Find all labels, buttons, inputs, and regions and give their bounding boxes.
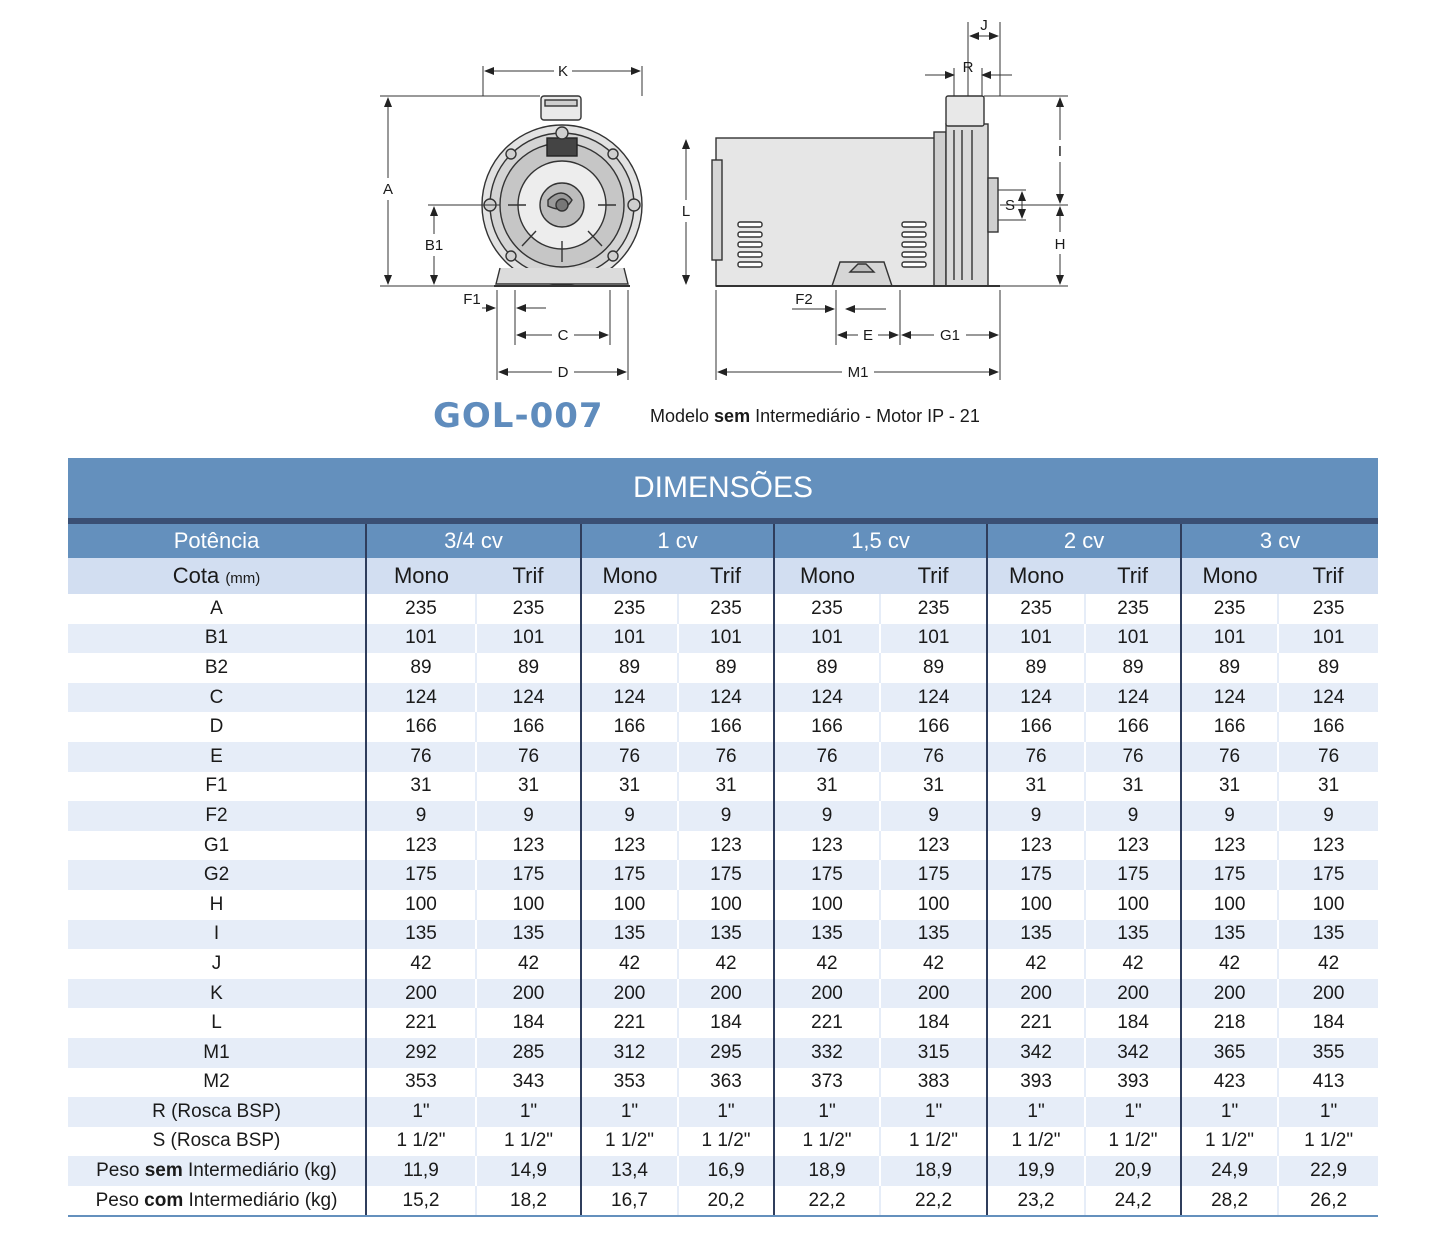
- trif-header: Trif: [1085, 558, 1181, 594]
- table-cell: 124: [774, 683, 880, 713]
- table-cell: 23,2: [987, 1186, 1085, 1217]
- table-cell: 355: [1278, 1038, 1378, 1068]
- table-row: [68, 860, 1378, 890]
- table-cell: 200: [774, 979, 880, 1009]
- mono-header: Mono: [774, 558, 880, 594]
- table-row: [68, 1127, 1378, 1157]
- table-cell: 135: [987, 920, 1085, 950]
- table-cell: 76: [476, 742, 581, 772]
- table-cell: 124: [1181, 683, 1278, 713]
- table-cell: 235: [366, 594, 476, 624]
- table-cell: 1 1/2": [581, 1127, 678, 1157]
- table-cell: 1": [1085, 1097, 1181, 1127]
- table-cell: 175: [987, 860, 1085, 890]
- table-cell: 101: [1181, 624, 1278, 654]
- table-cell: 221: [774, 1008, 880, 1038]
- table-cell: 89: [774, 653, 880, 683]
- cota-label: Cota (mm): [68, 558, 366, 594]
- table-cell: 100: [774, 890, 880, 920]
- table-cell: 42: [678, 949, 774, 979]
- table-cell: 31: [476, 772, 581, 802]
- table-cell: 166: [581, 712, 678, 742]
- dim-label-s: S: [1004, 197, 1016, 214]
- table-row: [68, 1038, 1378, 1068]
- table-cell: 42: [476, 949, 581, 979]
- table-cell: 123: [880, 831, 987, 861]
- table-cell: 184: [678, 1008, 774, 1038]
- table-cell: 166: [1278, 712, 1378, 742]
- table-cell: 9: [581, 801, 678, 831]
- table-cell: 101: [366, 624, 476, 654]
- table-cell: 200: [581, 979, 678, 1009]
- table-cell: 42: [1085, 949, 1181, 979]
- row-label: I: [68, 920, 366, 950]
- power-header: 1 cv: [581, 524, 774, 558]
- table-cell: 200: [366, 979, 476, 1009]
- table-cell: 200: [880, 979, 987, 1009]
- table-cell: 221: [581, 1008, 678, 1038]
- trif-header: Trif: [476, 558, 581, 594]
- table-cell: 76: [987, 742, 1085, 772]
- table-cell: 1 1/2": [366, 1127, 476, 1157]
- table-cell: 100: [880, 890, 987, 920]
- table-row: [68, 890, 1378, 920]
- power-header: 2 cv: [987, 524, 1181, 558]
- table-cell: 42: [1278, 949, 1378, 979]
- row-label: Peso com Intermediário (kg): [68, 1186, 366, 1217]
- mono-header: Mono: [1181, 558, 1278, 594]
- dim-label-e: E: [862, 327, 874, 344]
- table-cell: 166: [987, 712, 1085, 742]
- table-cell: 175: [366, 860, 476, 890]
- table-cell: 42: [1181, 949, 1278, 979]
- table-cell: 1 1/2": [1181, 1127, 1278, 1157]
- dim-label-i: I: [1057, 143, 1063, 160]
- table-cell: 100: [1278, 890, 1378, 920]
- dim-label-k: K: [557, 63, 569, 80]
- table-cell: 42: [774, 949, 880, 979]
- table-cell: 101: [678, 624, 774, 654]
- table-cell: 31: [880, 772, 987, 802]
- dim-label-j: J: [980, 17, 988, 34]
- table-cell: 123: [774, 831, 880, 861]
- table-cell: 413: [1278, 1068, 1378, 1098]
- table-cell: 89: [987, 653, 1085, 683]
- table-row: [68, 1156, 1378, 1186]
- table-cell: 175: [880, 860, 987, 890]
- table-cell: 31: [366, 772, 476, 802]
- table-cell: 235: [678, 594, 774, 624]
- model-title-row: [0, 396, 1440, 440]
- front-view-pump: [482, 96, 642, 286]
- table-cell: 124: [678, 683, 774, 713]
- table-cell: 42: [366, 949, 476, 979]
- table-cell: 135: [1085, 920, 1181, 950]
- table-cell: 101: [880, 624, 987, 654]
- table-cell: 124: [1278, 683, 1378, 713]
- row-label: F1: [205, 775, 228, 797]
- table-cell: 200: [476, 979, 581, 1009]
- table-cell: 184: [1278, 1008, 1378, 1038]
- table-row: [68, 712, 1378, 742]
- table-cell: 124: [476, 683, 581, 713]
- table-cell: 166: [1181, 712, 1278, 742]
- table-cell: 16,7: [581, 1186, 678, 1217]
- power-header: 1,5 cv: [774, 524, 987, 558]
- table-cell: 123: [1085, 831, 1181, 861]
- side-view-pump: [712, 96, 1000, 286]
- table-cell: 1": [987, 1097, 1085, 1127]
- table-cell: 175: [581, 860, 678, 890]
- trif-header: Trif: [678, 558, 774, 594]
- table-cell: 124: [581, 683, 678, 713]
- table-cell: 100: [987, 890, 1085, 920]
- table-row: [68, 1068, 1378, 1098]
- technical-drawing: [0, 0, 1440, 400]
- table-cell: 175: [476, 860, 581, 890]
- table-cell: 101: [774, 624, 880, 654]
- table-cell: 42: [880, 949, 987, 979]
- table-cell: 221: [366, 1008, 476, 1038]
- table-body: [68, 594, 1378, 1216]
- row-label: H: [209, 893, 224, 915]
- table-cell: 135: [1181, 920, 1278, 950]
- row-label: A: [210, 597, 223, 619]
- table-cell: 89: [1085, 653, 1181, 683]
- table-cell: 235: [880, 594, 987, 624]
- table-cell: 76: [1278, 742, 1378, 772]
- table-cell: 1 1/2": [476, 1127, 581, 1157]
- table-cell: 89: [366, 653, 476, 683]
- row-label: B1: [68, 624, 366, 654]
- row-label: F2: [68, 801, 366, 831]
- table-cell: 31: [678, 772, 774, 802]
- dim-label-l: L: [681, 203, 691, 220]
- table-cell: 24,9: [1181, 1156, 1278, 1186]
- dim-label-r: R: [962, 59, 974, 76]
- power-header-row: [68, 524, 1378, 558]
- table-cell: 292: [366, 1038, 476, 1068]
- table-row: [68, 1186, 1378, 1217]
- dim-label-c: C: [557, 327, 569, 344]
- table-cell: 135: [1278, 920, 1378, 950]
- table-cell: 20,2: [678, 1186, 774, 1217]
- row-label: Peso sem Intermediário (kg): [68, 1156, 366, 1186]
- row-label: G2: [68, 860, 366, 890]
- table-cell: 363: [678, 1068, 774, 1098]
- table-cell: 166: [774, 712, 880, 742]
- table-cell: 175: [678, 860, 774, 890]
- table-cell: 135: [880, 920, 987, 950]
- row-label: G1: [203, 834, 230, 856]
- table-cell: 18,9: [774, 1156, 880, 1186]
- table-cell: 1 1/2": [1278, 1127, 1378, 1157]
- table-cell: 1": [678, 1097, 774, 1127]
- row-label: B2: [204, 656, 229, 678]
- table-cell: 31: [1085, 772, 1181, 802]
- table-cell: 166: [1085, 712, 1181, 742]
- table-cell: 166: [366, 712, 476, 742]
- table-cell: 9: [678, 801, 774, 831]
- table-row: [68, 683, 1378, 713]
- table-cell: 124: [987, 683, 1085, 713]
- table-cell: 26,2: [1278, 1186, 1378, 1217]
- table-cell: 235: [476, 594, 581, 624]
- table-cell: 22,2: [880, 1186, 987, 1217]
- table-cell: 18,9: [880, 1156, 987, 1186]
- table-cell: 9: [1085, 801, 1181, 831]
- table-cell: 101: [581, 624, 678, 654]
- table-cell: 18,2: [476, 1186, 581, 1217]
- table-cell: 123: [987, 831, 1085, 861]
- table-cell: 235: [1181, 594, 1278, 624]
- table-cell: 135: [476, 920, 581, 950]
- table-row: [68, 949, 1378, 979]
- table-cell: 218: [1181, 1008, 1278, 1038]
- table-cell: 235: [1085, 594, 1181, 624]
- table-cell: 22,9: [1278, 1156, 1378, 1186]
- table-cell: 124: [1085, 683, 1181, 713]
- table-cell: 1": [366, 1097, 476, 1127]
- mono-header: Mono: [366, 558, 476, 594]
- table-cell: 1 1/2": [880, 1127, 987, 1157]
- table-cell: 124: [366, 683, 476, 713]
- table-cell: 22,2: [774, 1186, 880, 1217]
- table-cell: 200: [1278, 979, 1378, 1009]
- table-cell: 76: [1181, 742, 1278, 772]
- mono-header: Mono: [987, 558, 1085, 594]
- table-cell: 1": [476, 1097, 581, 1127]
- table-row: [68, 594, 1378, 624]
- table-cell: 9: [774, 801, 880, 831]
- table-cell: 31: [774, 772, 880, 802]
- power-header: 3 cv: [1181, 524, 1378, 558]
- table-cell: 175: [1278, 860, 1378, 890]
- table-row: [68, 979, 1378, 1009]
- table-cell: 315: [880, 1038, 987, 1068]
- table-row: [68, 1008, 1378, 1038]
- table-title: DIMENSÕES: [68, 458, 1378, 524]
- table-cell: 383: [880, 1068, 987, 1098]
- table-cell: 1 1/2": [678, 1127, 774, 1157]
- trif-header: Trif: [880, 558, 987, 594]
- model-description: Modelo sem Intermediário - Motor IP - 21: [650, 406, 980, 426]
- table-cell: 24,2: [1085, 1186, 1181, 1217]
- table-cell: 235: [774, 594, 880, 624]
- table-cell: 184: [476, 1008, 581, 1038]
- table-cell: 89: [880, 653, 987, 683]
- table-row: [68, 1097, 1378, 1127]
- table-cell: 235: [581, 594, 678, 624]
- table-cell: 393: [1085, 1068, 1181, 1098]
- table-cell: 175: [1181, 860, 1278, 890]
- row-label: M2: [203, 1071, 230, 1093]
- dim-label-f1: F1: [463, 291, 481, 308]
- table-cell: 135: [678, 920, 774, 950]
- dim-label-m1: M1: [847, 364, 869, 381]
- model-name: GOL-007: [433, 396, 604, 436]
- row-label: C: [68, 683, 366, 713]
- row-label: E: [68, 742, 366, 772]
- table-cell: 175: [774, 860, 880, 890]
- table-cell: 14,9: [476, 1156, 581, 1186]
- table-cell: 135: [774, 920, 880, 950]
- table-cell: 89: [1278, 653, 1378, 683]
- table-cell: 200: [1181, 979, 1278, 1009]
- table-cell: 200: [987, 979, 1085, 1009]
- table-cell: 101: [987, 624, 1085, 654]
- row-label: D: [209, 716, 224, 738]
- power-label: Potência: [68, 524, 366, 558]
- trif-header: Trif: [1278, 558, 1378, 594]
- table-cell: 365: [1181, 1038, 1278, 1068]
- table-row: [68, 653, 1378, 683]
- row-label: M1: [68, 1038, 366, 1068]
- table-cell: 1": [774, 1097, 880, 1127]
- dim-label-f2: F2: [795, 291, 813, 308]
- dimensions-table: [68, 458, 1378, 1217]
- table-cell: 342: [987, 1038, 1085, 1068]
- table-cell: 89: [581, 653, 678, 683]
- power-header: 3/4 cv: [366, 524, 581, 558]
- table-cell: 16,9: [678, 1156, 774, 1186]
- table-cell: 76: [880, 742, 987, 772]
- mono-header: Mono: [581, 558, 678, 594]
- table-cell: 123: [1181, 831, 1278, 861]
- table-cell: 28,2: [1181, 1186, 1278, 1217]
- table-cell: 9: [1278, 801, 1378, 831]
- table-cell: 19,9: [987, 1156, 1085, 1186]
- table-cell: 42: [987, 949, 1085, 979]
- table-cell: 31: [1278, 772, 1378, 802]
- table-cell: 123: [366, 831, 476, 861]
- table-cell: 184: [880, 1008, 987, 1038]
- table-cell: 1 1/2": [1085, 1127, 1181, 1157]
- table-cell: 166: [880, 712, 987, 742]
- table-cell: 342: [1085, 1038, 1181, 1068]
- table-row: [68, 831, 1378, 861]
- table-cell: 135: [366, 920, 476, 950]
- table-cell: 11,9: [366, 1156, 476, 1186]
- table-cell: 101: [1085, 624, 1181, 654]
- table-cell: 13,4: [581, 1156, 678, 1186]
- table-cell: 200: [1085, 979, 1181, 1009]
- table-cell: 89: [678, 653, 774, 683]
- table-cell: 76: [366, 742, 476, 772]
- table-cell: 42: [581, 949, 678, 979]
- table-cell: 423: [1181, 1068, 1278, 1098]
- table-cell: 76: [581, 742, 678, 772]
- table-cell: 295: [678, 1038, 774, 1068]
- table-cell: 184: [1085, 1008, 1181, 1038]
- table-cell: 76: [678, 742, 774, 772]
- table-cell: 100: [366, 890, 476, 920]
- row-label: K: [68, 979, 366, 1009]
- table-cell: 31: [581, 772, 678, 802]
- table-cell: 393: [987, 1068, 1085, 1098]
- table-cell: 9: [476, 801, 581, 831]
- table-row: [68, 920, 1378, 950]
- dim-label-h: H: [1054, 236, 1066, 253]
- table-cell: 175: [1085, 860, 1181, 890]
- table-row: [68, 772, 1378, 802]
- table-cell: 235: [1278, 594, 1378, 624]
- row-label: S (Rosca BSP): [152, 1130, 281, 1152]
- table-cell: 1": [1181, 1097, 1278, 1127]
- table-cell: 235: [987, 594, 1085, 624]
- table-cell: 101: [476, 624, 581, 654]
- table-cell: 89: [1181, 653, 1278, 683]
- dim-label-d: D: [557, 364, 569, 381]
- table-cell: 100: [1181, 890, 1278, 920]
- table-cell: 343: [476, 1068, 581, 1098]
- table-cell: 221: [987, 1008, 1085, 1038]
- table-cell: 200: [678, 979, 774, 1009]
- table-cell: 100: [678, 890, 774, 920]
- table-cell: 1 1/2": [987, 1127, 1085, 1157]
- table-cell: 353: [581, 1068, 678, 1098]
- table-cell: 1 1/2": [774, 1127, 880, 1157]
- table-cell: 76: [1085, 742, 1181, 772]
- dim-label-a: A: [382, 181, 394, 198]
- table-cell: 9: [366, 801, 476, 831]
- table-row: [68, 624, 1378, 654]
- table-cell: 100: [581, 890, 678, 920]
- table-cell: 332: [774, 1038, 880, 1068]
- row-label: J: [211, 952, 222, 974]
- table-cell: 15,2: [366, 1186, 476, 1217]
- table-cell: 89: [476, 653, 581, 683]
- row-label: L: [211, 1012, 222, 1034]
- table-cell: 124: [880, 683, 987, 713]
- table-cell: 9: [880, 801, 987, 831]
- table-cell: 353: [366, 1068, 476, 1098]
- table-cell: 312: [581, 1038, 678, 1068]
- table-cell: 1": [1278, 1097, 1378, 1127]
- table-cell: 123: [581, 831, 678, 861]
- table-cell: 135: [581, 920, 678, 950]
- dim-label-g1: G1: [939, 327, 961, 344]
- table-cell: 9: [987, 801, 1085, 831]
- row-label: R (Rosca BSP): [68, 1097, 366, 1127]
- table-cell: 76: [774, 742, 880, 772]
- table-cell: 285: [476, 1038, 581, 1068]
- table-cell: 100: [1085, 890, 1181, 920]
- table-cell: 166: [476, 712, 581, 742]
- table-cell: 101: [1278, 624, 1378, 654]
- table-cell: 1": [581, 1097, 678, 1127]
- table-row: [68, 742, 1378, 772]
- dim-label-b1: B1: [424, 237, 444, 254]
- table-row: [68, 801, 1378, 831]
- table-cell: 20,9: [1085, 1156, 1181, 1186]
- table-cell: 123: [678, 831, 774, 861]
- table-cell: 373: [774, 1068, 880, 1098]
- table-cell: 123: [476, 831, 581, 861]
- table-cell: 31: [1181, 772, 1278, 802]
- table-cell: 100: [476, 890, 581, 920]
- table-cell: 31: [987, 772, 1085, 802]
- table-cell: 9: [1181, 801, 1278, 831]
- table-cell: 1": [880, 1097, 987, 1127]
- phase-header-row: [68, 558, 1378, 594]
- table-cell: 123: [1278, 831, 1378, 861]
- table-cell: 166: [678, 712, 774, 742]
